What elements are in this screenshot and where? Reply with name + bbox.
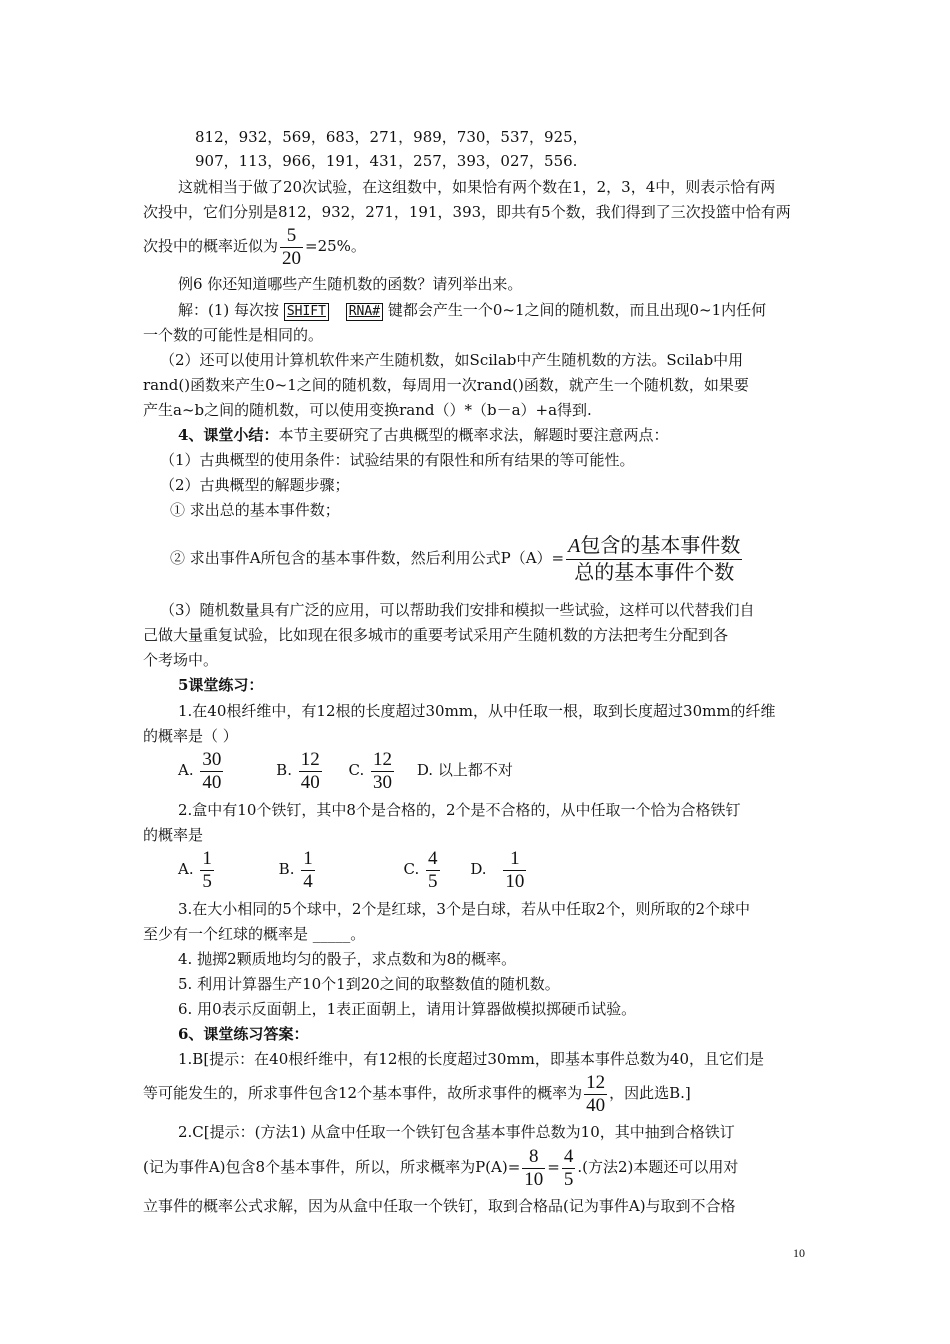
fraction-denominator: 10 [505, 870, 525, 892]
paragraph-line: （2）还可以使用计算机软件来产生随机数，如Scilab中产生随机数的方法。Scilab中用 [160, 351, 744, 369]
fraction-denominator: 30 [373, 771, 393, 793]
option-a [178, 746, 225, 794]
option-label: C. [403, 860, 420, 878]
fraction-denominator: 5 [202, 870, 212, 892]
option-fraction [371, 749, 394, 794]
formula-numerator [566, 533, 742, 560]
paragraph-line-with-keys [178, 300, 766, 321]
fraction-numerator: 1 [503, 848, 526, 871]
text-span: ，因此选B.] [609, 1084, 691, 1102]
fraction-numerator: 12 [300, 748, 320, 770]
shift-key-icon: SHIFT [284, 303, 329, 321]
fraction-denominator: 40 [586, 1094, 606, 1116]
answer-fraction [522, 1146, 545, 1191]
paragraph-line: 己做大量重复试验，比如现在很多城市的重要考试采用产生随机数的方法把考生分配到各 [143, 626, 729, 644]
paragraph-line: （1）古典概型的使用条件：试验结果的有限性和所有结果的等可能性。 [160, 451, 635, 469]
option-d [470, 845, 528, 893]
text-span: 解：(1) 每次按 [178, 301, 280, 319]
formula-numerator-text: 包含的基本事件数 [580, 534, 741, 557]
fraction-numerator: 1 [303, 847, 313, 869]
option-b [276, 746, 324, 794]
fraction-numerator: 4 [563, 1145, 574, 1167]
option-label: B. [278, 860, 295, 878]
question-line: 至少有一个红球的概率是 _____。 [143, 925, 366, 943]
fraction-denominator: 20 [282, 247, 302, 269]
text-span: 本节主要研究了古典概型的概率求法，解题时要注意两点： [278, 426, 669, 444]
fraction-numerator: 12 [586, 1071, 606, 1093]
question-line: 的概率是 [143, 826, 204, 844]
fraction-numerator: 30 [202, 748, 222, 770]
answer-line: 立事件的概率公式求解，因为从盒中任取一个铁钉，取到合格品(记为事件A)与取到不合格 [143, 1197, 736, 1215]
paragraph-line: （2）古典概型的解题步骤； [160, 476, 350, 494]
text-span: 等可能发生的，所求事件包含12个基本事件，故所求事件的概率为 [143, 1084, 583, 1102]
question-line: 1.在40根纤维中，有12根的长度超过30mm，从中任取一根，取到长度超过30mm的纤维 [178, 702, 776, 720]
option-a [178, 845, 216, 893]
section-heading: 6、课堂练习答案： [178, 1025, 309, 1043]
option-b [279, 845, 317, 893]
option-label: A. [178, 860, 194, 878]
option-fraction [301, 848, 315, 893]
paragraph-line-with-fraction [143, 222, 366, 270]
question-2-options [178, 845, 528, 893]
page-number: 10 [793, 1246, 805, 1260]
option-fraction [503, 848, 526, 893]
option-fraction [426, 848, 440, 893]
text-span: =25%。 [305, 237, 366, 255]
question-line: 5. 利用计算器生产10个1到20之间的取整数值的随机数。 [178, 975, 560, 993]
formula-variable: A [568, 534, 581, 557]
option-text: 以上都不对 [437, 761, 513, 779]
answer-line: 2.C[提示：(方法1) 从盒中任取一个铁钉包含基本事件总数为10，其中抽到合格铁订 [178, 1123, 735, 1141]
paragraph-line: rand()函数来产生0~1之间的随机数，每周用一次rand()函数，就产生一个随机数，如果要 [143, 376, 749, 394]
number-row-1: 812，932，569，683，271，989，730，537，925， [195, 128, 588, 146]
fraction-denominator: 5 [428, 870, 438, 892]
fraction-denominator: 10 [524, 1168, 544, 1190]
fraction-denominator: 40 [202, 771, 222, 793]
rna-key-icon: RNA# [346, 303, 383, 321]
answer-line-with-fraction [143, 1069, 691, 1117]
question-1-options [178, 746, 513, 794]
fraction-denominator: 40 [300, 771, 320, 793]
option-fraction [200, 848, 214, 893]
fraction-5-20 [280, 225, 303, 270]
question-line: 的概率是（ ） [143, 727, 238, 745]
fraction-denominator: 4 [303, 870, 313, 892]
question-line: 2.盒中有10个铁钉，其中8个是合格的，2个是不合格的，从中任取一个恰为合格铁钉 [178, 801, 741, 819]
fraction-numerator: 5 [280, 225, 303, 248]
paragraph-line: 个考场中。 [143, 651, 219, 669]
option-label: B. [276, 761, 292, 779]
text-span: ② 求出事件A所包含的基本事件数，然后利用公式P（A）= [170, 549, 565, 567]
text-span: (记为事件A)包含8个基本事件，所以，所求概率为P(A)= [143, 1158, 521, 1176]
answer-line: 1.B[提示：在40根纤维中，有12根的长度超过30mm，即基本事件总数为40，且它们是 [178, 1050, 764, 1068]
fraction-denominator: 5 [563, 1168, 574, 1190]
paragraph-line: （3）随机数量具有广泛的应用，可以帮助我们安排和模拟一些试验，这样可以代替我们自 [160, 601, 755, 619]
fraction-numerator: 8 [522, 1146, 545, 1169]
option-c [349, 746, 397, 794]
option-label: D. [470, 860, 487, 878]
answer-fraction [562, 1146, 576, 1191]
number-row-2: 907，113，966，191，431，257，393，027，556. [195, 152, 578, 170]
fraction-numerator: 4 [428, 847, 438, 869]
option-label: C. [348, 761, 365, 779]
question-line: 3.在大小相同的5个球中，2个是红球，3个是白球，若从中任取2个，则所取的2个球中 [178, 900, 751, 918]
question-line: 6. 用0表示反面朝上，1表正面朝上，请用计算器做模拟掷硬币试验。 [178, 1000, 637, 1018]
option-d [417, 746, 513, 794]
paragraph-line: ① 求出总的基本事件数； [170, 501, 340, 519]
probability-formula [566, 533, 742, 586]
paragraph-line: 这就相当于做了20次试验，在这组数中，如果恰有两个数在1，2，3，4中，则表示恰有两 [178, 178, 776, 196]
paragraph-line: 一个数的可能性是相同的。 [143, 326, 324, 344]
answer-fraction [584, 1072, 607, 1117]
text-span: 键都会产生一个0~1之间的随机数，而且出现0~1内任何 [387, 301, 767, 319]
formula-line [170, 528, 744, 588]
text-span: 次投中的概率近似为 [143, 237, 279, 255]
text-span: .(方法2)本题还可以用对 [577, 1158, 739, 1176]
text-span: = [547, 1158, 560, 1176]
option-c [404, 845, 442, 893]
fraction-numerator: 1 [202, 847, 212, 869]
fraction-numerator: 12 [373, 748, 393, 770]
paragraph-line: 次投中，它们分别是812，932，271，191，393，即共有5个数，我们得到了三次投篮中恰有两 [143, 203, 791, 221]
option-label: D. [416, 761, 434, 779]
paragraph-line: 产生a~b之间的随机数，可以使用变换rand（）*（b－a）+a得到. [143, 401, 592, 419]
section-heading: 5课堂练习： [178, 676, 264, 694]
option-label: A. [178, 761, 194, 779]
option-fraction [200, 749, 223, 794]
example-heading: 例6 你还知道哪些产生随机数的函数？请列举出来。 [178, 275, 523, 293]
question-line: 4. 抛掷2颗质地均匀的骰子，求点数和为8的概率。 [178, 950, 517, 968]
section-summary [178, 425, 668, 445]
option-fraction [299, 749, 322, 794]
section-heading: 4、课堂小结： [178, 426, 279, 444]
formula-denominator: 总的基本事件个数 [574, 561, 735, 584]
answer-line-with-fraction [143, 1143, 738, 1191]
